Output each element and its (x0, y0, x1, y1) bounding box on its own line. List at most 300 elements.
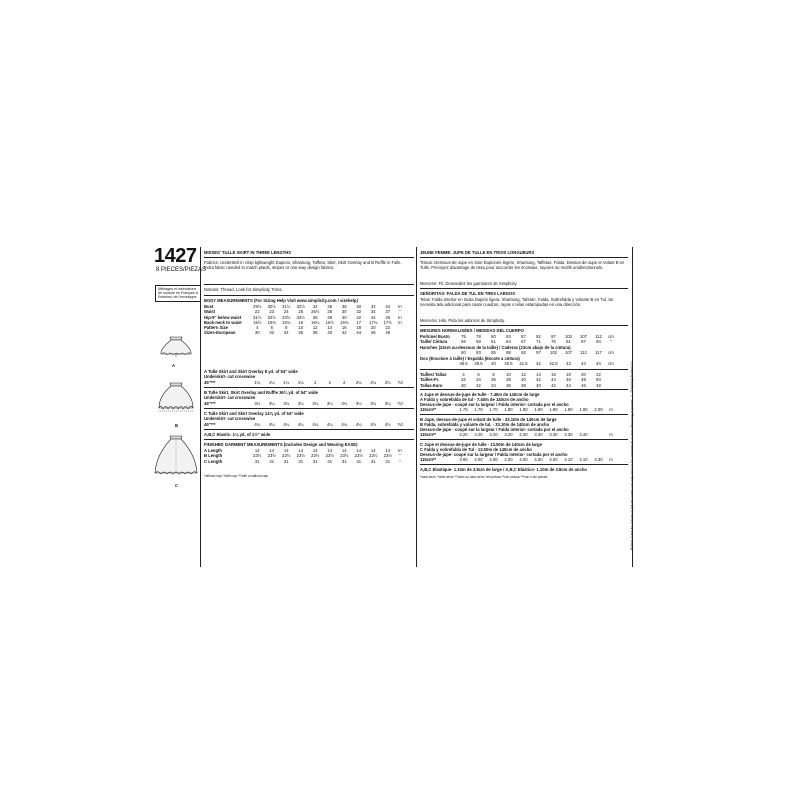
cell: 102 (550, 350, 557, 355)
cell: 1¼ (283, 380, 290, 385)
mesures-header: MESURES NORMALISÉES / MEDIDAS DEL CUERPO (420, 328, 524, 333)
cell: 1.80 (504, 407, 513, 412)
cell: 28 (327, 309, 333, 315)
fr-view-c-line-1: C Jupe et dessus-de-jupe de tulle - 13.50m de 140cm de large (420, 442, 542, 447)
cell: 37 (385, 309, 391, 315)
cell: 46 (566, 377, 571, 383)
cell: 3¼ (254, 401, 261, 406)
cell: 31½ (253, 314, 262, 320)
unit-cell: m (609, 457, 613, 462)
cell: 4.30 (594, 457, 603, 462)
cell: 8 (492, 372, 495, 377)
cell: 16¾ (340, 319, 349, 325)
fr-view-b-rule (420, 439, 628, 440)
cell: 80 (461, 350, 466, 355)
fr-view-b-line-3: Dessus-de-jupe - coupé sur la largeur / Falda interior- cortada por el ancho (420, 427, 569, 432)
cell: 31 (269, 458, 275, 464)
cell: 17½ (383, 319, 392, 325)
cell: 23½ (325, 453, 334, 459)
row-label: 115cm** (420, 432, 437, 437)
cell: 40 (356, 304, 362, 309)
cell: 4¼ (283, 422, 290, 427)
cell: 1¼ (254, 380, 261, 385)
cell: 3.30 (519, 432, 528, 437)
cell: 83 (476, 350, 481, 355)
elastic-rule (204, 439, 414, 440)
cell: 36 (506, 382, 511, 388)
english-notions: Notions: Thread. Look for Simplicity Trims. (204, 287, 283, 292)
cell: 23 (269, 309, 275, 315)
cell: 4¼ (254, 422, 261, 427)
view-a-yardage-row (204, 380, 405, 385)
row-label: B Length (204, 453, 223, 459)
cell: 4¼ (326, 422, 333, 427)
row-label: Tailles/ Tallas (420, 372, 447, 377)
cell: 22 (385, 325, 391, 331)
cell: 34 (491, 382, 496, 388)
cell: 38.5 (459, 361, 468, 366)
french-title-rule (420, 257, 628, 258)
tailles-table (420, 372, 616, 388)
cell: 26½ (311, 309, 320, 315)
hanches-row (420, 350, 616, 355)
cell: 14 (536, 372, 541, 377)
cell: 42 (356, 314, 362, 320)
english-footnote: *without nap **with nap ***with or without nap (204, 474, 268, 478)
cell: 31 (385, 458, 391, 464)
cell: 75 (461, 334, 466, 339)
fr-view-a-line-1: A Jupe et dessus-de-jupe de tulle - 7.40m de 140cm de large (420, 392, 540, 397)
cell: 87 (521, 334, 526, 339)
unit-cell: cm (608, 334, 614, 339)
cell: 14 (269, 448, 275, 453)
cell: 61 (491, 339, 496, 345)
cell: 1.90 (579, 407, 588, 412)
unit-cell (395, 330, 405, 335)
cell: 42 (536, 361, 541, 366)
cell: 2¼ (355, 380, 362, 385)
cell: 4.10 (579, 457, 588, 462)
notions-rule (204, 295, 414, 296)
row-label: 115cm** (420, 457, 437, 462)
cell: 46 (385, 314, 391, 320)
cell: 31 (341, 458, 347, 464)
cell: 31 (298, 458, 304, 464)
cell: 36 (491, 377, 496, 383)
row-label (420, 350, 456, 355)
french-tissus: Tissus: Dessous-de-Jupe en Soie Dupionée légère, Shantung, Taffetas. Falda, Dessus-de-Jupe et Volant B en Tulle. Prévoyez davantage de tissu pour raccorder les écossais, rayures ou motifs unidirectionnels. (420, 260, 625, 271)
row-label: Waist (204, 309, 216, 315)
cell: 3¼ (283, 401, 290, 406)
cell: 97 (551, 334, 556, 339)
cell: 32 (476, 382, 481, 388)
unit-cell: cm (608, 350, 614, 355)
cell (591, 432, 606, 437)
cell: 30½ (267, 304, 276, 309)
unit-cell: Yd (397, 380, 403, 385)
cell: 20 (370, 325, 376, 331)
unit-cell: " (399, 458, 401, 464)
cell: 43 (566, 361, 571, 366)
cell: 40 (327, 330, 333, 336)
cell: 40 (491, 361, 496, 366)
cell: 80 (491, 334, 496, 339)
unit-cell: " (399, 453, 401, 459)
cell: 20 (581, 372, 586, 377)
cell: 78 (476, 334, 481, 339)
cell: 1¼ (297, 380, 304, 385)
cell: 38 (506, 377, 511, 383)
cell: 16 (341, 325, 347, 331)
cell: 1.70 (474, 407, 483, 412)
unit-cell: In (398, 304, 402, 309)
row-label: Pattern Size (204, 325, 228, 331)
unit-cell: m (609, 407, 613, 412)
row-label: 115cm** (420, 407, 437, 412)
row-label: 45"*** (204, 401, 216, 406)
unit-cell: m (609, 432, 613, 437)
cell: 10 (298, 325, 304, 331)
cell: 39.5 (474, 361, 483, 366)
cell: 3.90 (459, 457, 468, 462)
cell: 42 (370, 304, 376, 309)
cell: 112 (580, 350, 587, 355)
elastic-english: A,B,C Elastic- 1⅛ yd. of 1½" wide (204, 432, 271, 437)
fr-view-a-line-2: A Falda y sobrefalda de tul - 7.40m de 140cm de ancho (420, 397, 529, 402)
cell: 44 (581, 361, 586, 366)
cell: 107 (565, 350, 572, 355)
cell: 14 (283, 448, 289, 453)
cell: 88 (506, 350, 511, 355)
cell: 1.90 (564, 407, 573, 412)
cell: 34½ (296, 314, 305, 320)
cell: 16¼ (311, 319, 320, 325)
cell: 32 (461, 377, 466, 383)
cell: 18 (356, 325, 362, 331)
row-label: Tailles-Fr. (420, 377, 440, 383)
cell: 3¼ (312, 401, 319, 406)
cell: 46 (581, 382, 586, 388)
cell: 36 (298, 330, 304, 336)
french-title: JEUNE FEMME: JUPE DE TULLE EN TROIS LONGUEURS (420, 250, 535, 255)
unit-cell: In (398, 319, 402, 325)
cell: 14 (327, 448, 333, 453)
cell: 92 (536, 334, 541, 339)
spanish-telas: Telas: Falda Interior en Seda Dupión ligera, Shantung, Tafetán. Falda, Sobrefalda y Volante B en Tul. Se necesita tela adicional para casar cuadros, rayas o telas estampadas en una dirección. (420, 297, 614, 308)
fr-view-a-rule (420, 414, 628, 415)
cell: 32½ (296, 304, 305, 309)
cell: 4.00 (519, 457, 528, 462)
cell: 40 (521, 377, 526, 383)
cell: 42 (341, 330, 347, 336)
cell: 48 (581, 377, 586, 383)
elastic-french: A,B,C Elastique- 1.10m de 3.8cm de large / A,B,C Elástico- 1.10m de 3.8cm de ancho (420, 467, 587, 472)
cell: 40 (341, 314, 347, 320)
cell: 10 (506, 372, 511, 377)
view-c-rule (204, 429, 414, 430)
cell: 117 (595, 350, 602, 355)
unit-cell: Yd (397, 422, 403, 427)
cell: 50 (596, 377, 601, 383)
cell: 4¼ (355, 422, 362, 427)
cell: 24 (283, 309, 289, 315)
cell: 8 (285, 325, 288, 331)
cell: 40 (536, 382, 541, 388)
cell: 31½ (282, 304, 291, 309)
cell: 44 (596, 361, 601, 366)
view-a-skirt-sketch (157, 333, 195, 363)
cell: 3¼ (341, 401, 348, 406)
cell: 22 (596, 372, 601, 377)
view-c-skirt-sketch (152, 433, 200, 483)
cell: 2¼ (384, 380, 391, 385)
cell: 81 (566, 339, 571, 345)
view-a-underskirt: Underskirt- cut crosswise (204, 374, 256, 379)
fr-view-c-line-2: C Falda y sobrefalda de Tul - 13.50m de 140cm de ancho (420, 447, 532, 452)
cell: 15¾ (267, 319, 276, 325)
view-b-skirt-sketch (154, 380, 198, 420)
cell: 1¼ (268, 380, 275, 385)
cell: 2¼ (370, 380, 377, 385)
view-a-rule (204, 387, 414, 388)
cell: 3¼ (384, 401, 391, 406)
cell: 87 (581, 339, 586, 345)
cell: 3.30 (534, 432, 543, 437)
body-measurements-header: BODY MEASUREMENTS (For Sizing Help Visit www.simplicity.com / sizehelp) (204, 298, 358, 303)
english-fabrics: Fabrics: Underskirt in crisp lightweight Dupioni, Shantung, Taffeta. Skirt, Skirt Overlay and B Ruffle in Tulle. Extra fabric needed to match plaids, stripes or one-way design fabrics. (204, 260, 402, 271)
tailles-rule (420, 389, 628, 390)
cell: 1.70 (459, 407, 468, 412)
cell: 31 (356, 458, 362, 464)
cell: 23½ (253, 453, 262, 459)
cell: 16 (298, 319, 304, 325)
cell: 33½ (282, 314, 291, 320)
cell: 3¼ (355, 401, 362, 406)
cell: 4 (462, 372, 465, 377)
cell: 34 (370, 309, 376, 315)
cell: 18 (566, 372, 571, 377)
cell: 17¼ (369, 319, 378, 325)
fr-view-b-line-1: B Jupe, dessus-de-jupe et volant de tulle - 33.10m de 140cm de large (420, 417, 557, 422)
column-divider-middle (416, 247, 417, 567)
cell: 3.30 (549, 432, 558, 437)
cell: 12 (521, 372, 526, 377)
view-c-yardage-row (204, 422, 405, 427)
cell: 4.00 (549, 457, 558, 462)
cell: 31 (327, 458, 333, 464)
fr-view-a-row (420, 407, 616, 412)
cell: 23½ (383, 453, 392, 459)
cell: 1.80 (519, 407, 528, 412)
cell: 4.00 (504, 457, 513, 462)
cell: 3.30 (564, 432, 573, 437)
cell: 22 (254, 309, 260, 315)
cell: 31 (254, 458, 260, 464)
cell: 1.70 (489, 407, 498, 412)
cell: 14 (312, 448, 318, 453)
view-c-yardage-title: C Tulle Skirt and Skirt Overlay 14⅞ yd. of 54" wide (204, 411, 304, 416)
unit-cell: cm (608, 361, 614, 366)
dos-rule (420, 369, 628, 370)
cell: 2 (314, 380, 317, 385)
fabrics-rule (204, 284, 414, 285)
cell: 34 (283, 330, 289, 336)
hanches-label: Hanches (23cm au-dessous de la taille) / Caderas (23cm abajo de la cintura) (420, 345, 571, 350)
row-label: Taille/ Cintura (420, 339, 448, 345)
cell: 1.80 (534, 407, 543, 412)
cell: 67 (521, 339, 526, 345)
row-label: Back-neck to waist (204, 319, 242, 325)
cell: 85 (491, 350, 496, 355)
row-label: 45"*** (204, 380, 216, 385)
unit-cell (606, 383, 616, 388)
row-label (420, 361, 456, 366)
cell: 14 (385, 448, 391, 453)
cell: 38 (521, 382, 526, 388)
row-label: Bust (204, 304, 214, 309)
cell: 97 (536, 350, 541, 355)
cell: 42 (536, 377, 541, 383)
cell: 44 (551, 377, 556, 383)
cell: 4.00 (489, 457, 498, 462)
cell: 112 (595, 334, 602, 339)
cell: 42 (551, 382, 556, 388)
cell: 23½ (369, 453, 378, 459)
cell: 83 (506, 334, 511, 339)
cell: 64 (506, 339, 511, 345)
cell: 36 (327, 304, 333, 309)
view-b-rule (204, 408, 414, 409)
cell: 38 (327, 314, 333, 320)
cell: 14 (327, 325, 333, 331)
cell: 4.10 (564, 457, 573, 462)
cell: 4.00 (534, 457, 543, 462)
cell: 15½ (253, 319, 262, 325)
view-c-underskirt: Underskirt- cut crosswise (204, 416, 256, 421)
cell: 32 (269, 330, 275, 336)
cell: 6 (270, 325, 273, 331)
finished-header: FINISHED GARMENT MEASUREMENTS (Includes Design and Wearing EASE) (204, 442, 358, 447)
french-note-box: Métrages et instructions de couture en Français à l'intérieur de l'enveloppe. (155, 285, 201, 302)
cell: 14 (298, 448, 304, 453)
cell: 4½ (370, 422, 377, 427)
cell: 44 (566, 382, 571, 388)
cell: 2.00 (594, 407, 603, 412)
cell: 34 (476, 377, 481, 383)
cell: 14 (254, 448, 260, 453)
cell: 30 (341, 309, 347, 315)
cell: 71 (536, 339, 541, 345)
english-title: MISSES' TULLE SKIRT IN THREE LENGTHS (204, 250, 292, 255)
dos-label: Dos (Encolure à taille) / Espalda (Escote a cintura) (420, 356, 520, 361)
fr-view-c-rule (420, 464, 628, 465)
cell: 4¼ (297, 422, 304, 427)
fr-view-b-row (420, 432, 616, 437)
fr-view-a-line-3: Dessus-de-jupe - coupé sur la largeur / Falda interior- cortada por el ancho (420, 402, 569, 407)
cell: 31 (283, 458, 289, 464)
cell: 107 (580, 334, 587, 339)
cell: 32½ (267, 314, 276, 320)
cell: 44 (370, 314, 376, 320)
pattern-number: 1427 (154, 245, 197, 267)
cell: 14 (341, 448, 347, 453)
view-b-yardage-row (204, 401, 405, 406)
cell: 38 (312, 330, 318, 336)
row-label: 45"*** (204, 422, 216, 427)
cell: 3.20 (504, 432, 513, 437)
cell: 23½ (296, 453, 305, 459)
pieces-count: 8 PIECES/PIEZAS (156, 267, 207, 273)
cell: 31 (312, 458, 318, 464)
cell: 38 (341, 304, 347, 309)
cell: 23½ (340, 453, 349, 459)
cell: 17 (356, 319, 362, 325)
row-label: C Length (204, 458, 223, 464)
cell: 1.90 (549, 407, 558, 412)
cell: 94 (596, 339, 601, 345)
cell: 31 (370, 458, 376, 464)
fr-view-c-line-3: Dessus-de-jupe- coupé sur la largeur / Falda interior- cortada por el ancho (420, 452, 568, 457)
cell: 44 (385, 304, 391, 309)
cell: 30 (254, 330, 260, 336)
cell: 56 (461, 339, 466, 345)
cell: 25 (298, 309, 304, 315)
cell: 4.00 (474, 457, 483, 462)
fr-view-b-line-2: B Falda, sobrefalda y volante de tul, - 33.10m de 140cm de ancho (420, 422, 550, 427)
unit-cell: In (398, 314, 402, 320)
cell: 48 (596, 382, 601, 388)
cell: 16 (551, 372, 556, 377)
cell: 102 (565, 334, 572, 339)
cell: 3.20 (474, 432, 483, 437)
pattern-envelope-back (150, 243, 650, 574)
view-b-yardage-title: B Tulle Skirt, Skirt Overlay and Ruffle 36¾ yd. of 54" wide (204, 390, 318, 395)
view-b-label: B (175, 423, 179, 428)
cell: 14 (370, 448, 376, 453)
unit-cell: In (398, 448, 402, 453)
cell: 23½ (354, 453, 363, 459)
body-measurements-table (204, 304, 405, 336)
cell: 4¼ (312, 422, 319, 427)
spanish-merceria: Mercería: Hilo. Pida los adornos de Simplicity. (420, 318, 506, 323)
cell: 3¼ (297, 401, 304, 406)
cell: 3¼ (326, 401, 333, 406)
cell: 15¾ (282, 319, 291, 325)
cell: 48 (385, 330, 391, 336)
view-b-underskirt: Underskirt- cut crosswise (204, 395, 256, 400)
cell: 44 (356, 330, 362, 336)
mercerie-rule (420, 288, 628, 289)
merceria-rule (420, 325, 628, 326)
cell: 41.5 (519, 361, 528, 366)
cell: 3¼ (268, 401, 275, 406)
cell: 34 (312, 304, 318, 309)
cell: 23½ (311, 453, 320, 459)
dos-row (420, 361, 616, 366)
row-label: Tallas-Euro (420, 382, 443, 388)
finished-measurements-table (204, 448, 405, 464)
cell: 2 (328, 380, 331, 385)
row-label: Hip-9" below waist (204, 314, 242, 320)
cell: 4¼ (341, 422, 348, 427)
french-footnote: *sans sens **avec sens ***avec ou sans sens *sin pelusa **con pelusa ***con o sin pelusa (420, 475, 548, 479)
cell: 29½ (253, 304, 262, 309)
cell: 32 (356, 309, 362, 315)
view-a-yardage-title: A Tulle Skirt and Skirt Overlay 8 yd. of 54" wide (204, 369, 298, 374)
cell: 30 (461, 382, 466, 388)
french-mercerie: Mercerie: Fil. Demandez les garnitures de Simplicity. (420, 281, 518, 286)
side-copyright-text: Pattern sized for individual private home use only and not for commercial or manufacturing purposes. © Simplicity Pattern Co. (630, 360, 634, 550)
